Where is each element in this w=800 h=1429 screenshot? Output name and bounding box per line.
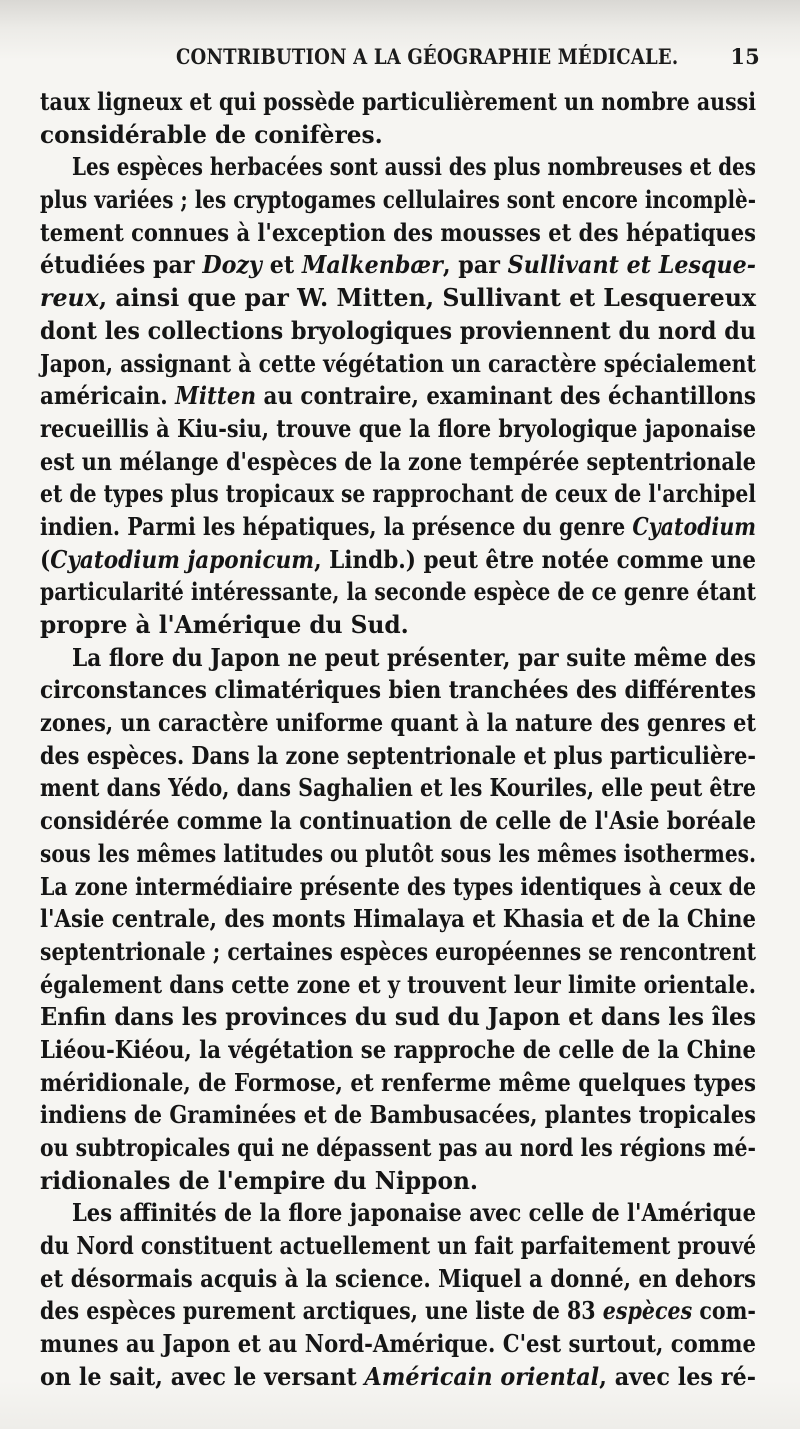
text-line-content [40, 674, 756, 707]
text-run: recueillis à Kiu-siu, trouve que la flore bryologique japonaise [40, 413, 756, 443]
text-line [40, 609, 756, 642]
italic-text: Sullivant et Lesque- [507, 250, 756, 280]
text-line [40, 1230, 756, 1263]
text-line-content [40, 805, 756, 838]
text-run: , avec les ré- [599, 1361, 756, 1391]
text-run: Les espèces herbacées sont aussi des plus nombreuses et des [72, 152, 756, 182]
text-line-content [40, 1295, 756, 1328]
text-line-content [40, 609, 409, 642]
text-line-content [40, 1099, 756, 1132]
text-line [40, 446, 756, 479]
italic-text: espèces [602, 1296, 693, 1326]
italic-text: Cyatodium [632, 511, 757, 541]
text-run: munes au Japon et au Nord-Amérique. C'est surtout, comme [40, 1329, 756, 1359]
text-run: ou subtropicales qui ne dépassent pas au nord les régions mé- [40, 1133, 756, 1162]
text-run: étudiées par [40, 250, 203, 280]
text-run: l'Asie centrale, des monts Himalaya et Khasia et de la Chine [40, 904, 756, 934]
text-run: tement connues à l'exception des mousses et des hépatiques [40, 217, 756, 247]
text-line [40, 413, 756, 446]
text-line [40, 1165, 756, 1198]
text-line [40, 184, 756, 217]
text-line [40, 838, 756, 871]
text-line [40, 217, 756, 250]
text-line-content [40, 1132, 756, 1165]
text-line [40, 1295, 756, 1328]
text-run: et de types plus tropicaux se rapprochant de ceux de l'archipel [40, 479, 757, 509]
page-header [40, 44, 760, 78]
text-run: Japon, assignant à cette végétation un caractère spécialement [40, 348, 757, 378]
text-line-content [40, 86, 756, 119]
text-run: considérée comme la continuation de celle de l'Asie boréale [40, 806, 757, 836]
text-line [40, 1197, 756, 1230]
text-run: taux ligneux et qui possède particulièrement un nombre aussi [40, 87, 757, 116]
text-line-content [40, 380, 756, 413]
text-run: et désormais acquis à la science. Miquel a donné, en dehors [40, 1263, 756, 1293]
text-line-content [40, 707, 756, 740]
text-line-content [40, 282, 756, 315]
text-run: également dans cette zone et y trouvent leur limite orientale. [40, 969, 756, 999]
text-line-content [40, 119, 383, 152]
italic-text: reux [40, 283, 99, 313]
text-line-content [40, 249, 756, 282]
text-line-content [40, 446, 756, 479]
text-line [40, 544, 756, 577]
text-run: des espèces purement arctiques, une liste de 83 [40, 1296, 603, 1326]
text-run: ( [40, 544, 51, 574]
text-line [40, 249, 756, 282]
text-line [40, 674, 756, 707]
text-run: Liéou-Kiéou, la végétation se rapproche de celle de la Chine [40, 1034, 756, 1064]
text-line [40, 903, 756, 936]
text-run: com- [692, 1296, 756, 1326]
text-line-content [40, 1328, 756, 1361]
text-line-content [40, 1361, 756, 1394]
text-run: Les affinités de la flore japonaise avec celle de l'Amérique [72, 1198, 757, 1228]
text-line-content [72, 1197, 756, 1230]
text-line-content [40, 871, 756, 904]
text-line [40, 380, 756, 413]
text-line-content [40, 511, 756, 544]
text-run: est un mélange d'espèces de la zone tempérée septentrionale [40, 446, 757, 476]
text-run: septentrionale ; certaines espèces européennes se rencontrent [40, 936, 757, 966]
text-run: , par [442, 250, 508, 280]
text-line-content [40, 969, 756, 1002]
text-line-content [40, 348, 756, 381]
text-line [40, 1034, 756, 1067]
text-run: méridionale, de Formose, et renferme même quelques types [40, 1067, 757, 1097]
text-line [40, 315, 756, 348]
text-line-content [40, 1165, 478, 1198]
text-run: particularité intéressante, la seconde espèce de ce genre étant [40, 577, 757, 607]
text-run: sous les mêmes latitudes ou plutôt sous les mêmes isothermes. [40, 838, 757, 868]
text-run: La zone intermédiaire présente des types identiques à ceux de [40, 871, 757, 901]
text-line [40, 478, 756, 511]
text-run: , ainsi que par W. Mitten, Sullivant et Lesquereux [98, 283, 757, 313]
running-title: CONTRIBUTION A LA GÉOGRAPHIE MÉDICALE. [176, 44, 679, 69]
text-run: des espèces. Dans la zone septentrionale et plus particulière- [40, 740, 756, 770]
text-line [40, 772, 756, 805]
text-line [40, 86, 756, 119]
text-line [40, 151, 756, 184]
text-line-content [40, 315, 756, 348]
text-run: La flore du Japon ne peut présenter, par suite même des [72, 642, 757, 672]
italic-text: Malkenbær [301, 250, 443, 280]
text-line-content [40, 838, 756, 871]
italic-text: Mitten [175, 381, 257, 411]
italic-text: Dozy [202, 250, 262, 280]
text-line [40, 282, 756, 315]
text-line [40, 119, 756, 152]
text-line-content [40, 1001, 756, 1034]
text-line [40, 576, 756, 609]
text-line-content [72, 151, 756, 184]
text-line [40, 1328, 756, 1361]
text-run: zones, un caractère uniforme quant à la nature des genres et [40, 708, 757, 738]
text-run: Enfin dans les provinces du sud du Japon et dans les îles [40, 1002, 757, 1032]
text-run: circonstances climatériques bien tranchées des différentes [40, 675, 757, 705]
text-line-content [40, 1034, 756, 1067]
text-line [40, 1263, 756, 1296]
text-line [40, 740, 756, 773]
text-run: indien. Parmi les hépatiques, la présence du genre [40, 511, 633, 541]
text-line [40, 642, 756, 675]
text-line [40, 1361, 756, 1394]
text-run: , Lindb.) peut être notée comme une [314, 544, 756, 574]
text-line-content [40, 184, 756, 217]
text-line-content [40, 936, 756, 969]
text-run: propre à l'Amérique du Sud. [40, 610, 409, 639]
text-run: ment dans Yédo, dans Saghalien et les Kouriles, elle peut être [40, 773, 757, 803]
text-line [40, 348, 756, 381]
text-line [40, 1099, 756, 1132]
text-run: dont les collections bryologiques proviennent du nord du [40, 315, 757, 345]
text-line [40, 871, 756, 904]
text-line-content [40, 478, 756, 511]
text-run: ridionales de l'empire du Nippon. [40, 1165, 479, 1195]
body-text [40, 86, 756, 1394]
text-run: du Nord constituent actuellement un fait parfaitement prouvé [40, 1231, 757, 1261]
text-line [40, 936, 756, 969]
text-line [40, 1001, 756, 1034]
text-run: et [261, 250, 302, 280]
page-number: 15 [730, 44, 760, 69]
text-line [40, 1132, 756, 1165]
text-line [40, 511, 756, 544]
text-line [40, 805, 756, 838]
text-run: au contraire, examinant des échantillons [256, 381, 756, 411]
text-line [40, 707, 756, 740]
text-line-content [40, 413, 756, 446]
text-run: considérable de conifères. [40, 119, 383, 149]
text-line [40, 969, 756, 1002]
text-line-content [40, 903, 756, 936]
text-run: on le sait, avec le versant [40, 1361, 365, 1391]
text-line-content [40, 576, 756, 609]
text-run: plus variées ; les cryptogames cellulaires sont encore incomplè- [40, 185, 757, 215]
text-line-content [40, 740, 756, 773]
italic-text: Cyatodium japonicum [50, 544, 315, 574]
text-run: américain. [40, 381, 176, 411]
text-line-content [72, 642, 756, 675]
text-line-content [40, 772, 756, 805]
text-line [40, 1067, 756, 1100]
text-line-content [40, 544, 756, 577]
text-line-content [40, 1263, 756, 1296]
text-line-content [40, 1230, 756, 1263]
text-run: indiens de Graminées et de Bambusacées, plantes tropicales [40, 1100, 757, 1130]
text-line-content [40, 217, 756, 250]
text-line-content [40, 1067, 756, 1100]
italic-text: Américain oriental [364, 1361, 600, 1391]
